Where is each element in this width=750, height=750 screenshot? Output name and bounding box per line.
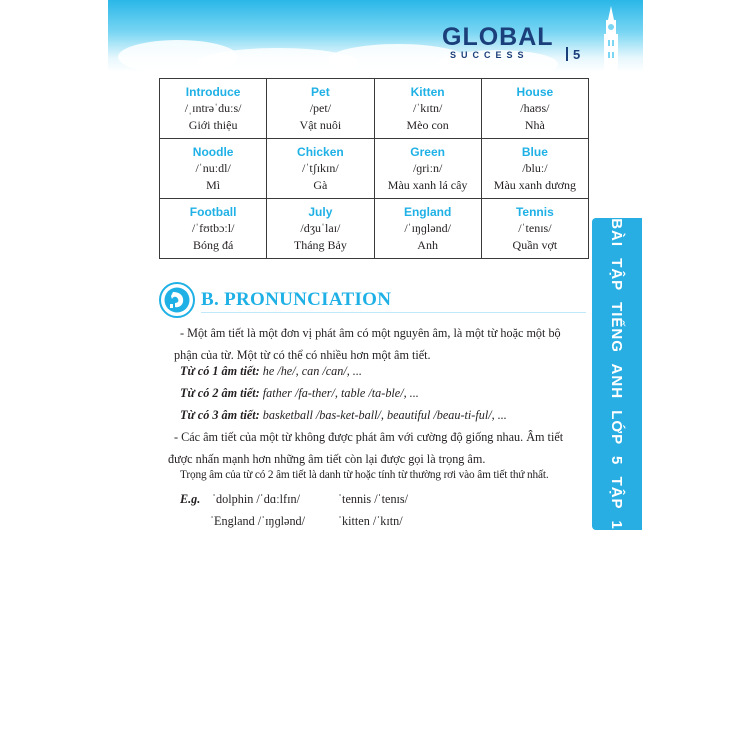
pronunciation-section-icon bbox=[159, 282, 195, 318]
clock-tower-icon bbox=[596, 6, 626, 72]
example-word-tennis: ˈtennis /ˈtenɪs/ bbox=[338, 492, 409, 506]
example-word-england: ˈEngland /ˈɪŋɡlənd/ bbox=[210, 514, 306, 528]
global-success-logo: GLOBAL SUCCESS bbox=[442, 23, 554, 60]
vocabulary-table bbox=[159, 78, 589, 259]
example-word-kitten: ˈkitten /ˈkɪtn/ bbox=[338, 514, 403, 528]
page-number: 5 bbox=[566, 47, 580, 62]
vocab-cell: Blue /bluː/ Màu xanh dương bbox=[481, 139, 588, 199]
paragraph-stress-definition: - Các âm tiết của một từ không được phát âm với cường độ giống nhau. Âm tiết được nhấn mạnh hơn những âm tiết còn lại được gọi là trọng âm. bbox=[168, 430, 564, 466]
table-row bbox=[160, 139, 589, 199]
example-one-syllable: Từ có 1 âm tiết: he /he/, can /can/, ... bbox=[180, 364, 362, 378]
section-divider bbox=[201, 312, 586, 313]
table-row bbox=[160, 79, 589, 139]
vocab-cell: Chicken /ˈtʃɪkɪn/ Gà bbox=[267, 139, 374, 199]
example-three-syllables: Từ có 3 âm tiết: basketball /bas-ket-ball/, beautiful /beau-ti-ful/, ... bbox=[180, 408, 507, 422]
vocab-cell: Noodle /ˈnuːdl/ Mì bbox=[160, 139, 267, 199]
vocab-cell: Football /ˈfʊtbɔːl/ Bóng đá bbox=[160, 199, 267, 259]
vocab-cell: July /dʒuˈlaɪ/ Tháng Bảy bbox=[267, 199, 374, 259]
side-chapter-tab bbox=[592, 218, 642, 530]
vocab-cell: Pet /pet/ Vật nuôi bbox=[267, 79, 374, 139]
section-title: B. PRONUNCIATION bbox=[201, 289, 392, 310]
vocab-cell: Kitten /ˈkɪtn/ Mèo con bbox=[374, 79, 481, 139]
vocab-cell: Green /ɡriːn/ Màu xanh lá cây bbox=[374, 139, 481, 199]
vocab-cell: Tennis /ˈtenɪs/ Quần vợt bbox=[481, 199, 588, 259]
paragraph-stress-rule: Trọng âm của từ có 2 âm tiết là danh từ hoặc tính từ thường rơi vào âm tiết thứ nhất. bbox=[180, 469, 549, 481]
table-row bbox=[160, 199, 589, 259]
eg-label: E.g. bbox=[180, 492, 201, 506]
paragraph-syllable-definition: - Một âm tiết là một đơn vị phát âm có một nguyên âm, là một từ hoặc một bộ phận của từ. Một từ có thể có nhiều hơn một âm tiết. bbox=[174, 326, 561, 362]
vocab-cell: England /ˈɪŋɡlənd/ Anh bbox=[374, 199, 481, 259]
header-banner bbox=[108, 0, 643, 72]
vocab-cell: Introduce /ˌɪntrəˈduːs/ Giới thiệu bbox=[160, 79, 267, 139]
vocab-cell: House /haʊs/ Nhà bbox=[481, 79, 588, 139]
side-tab-label: BÀI TẬP TIẾNG ANH LỚP 5 TẬP 1 bbox=[608, 218, 626, 530]
example-word-dolphin: ˈdolphin /ˈdɑːlfɪn/ bbox=[212, 492, 300, 506]
example-two-syllables: Từ có 2 âm tiết: father /fa-ther/, table /ta-ble/, ... bbox=[180, 386, 419, 400]
